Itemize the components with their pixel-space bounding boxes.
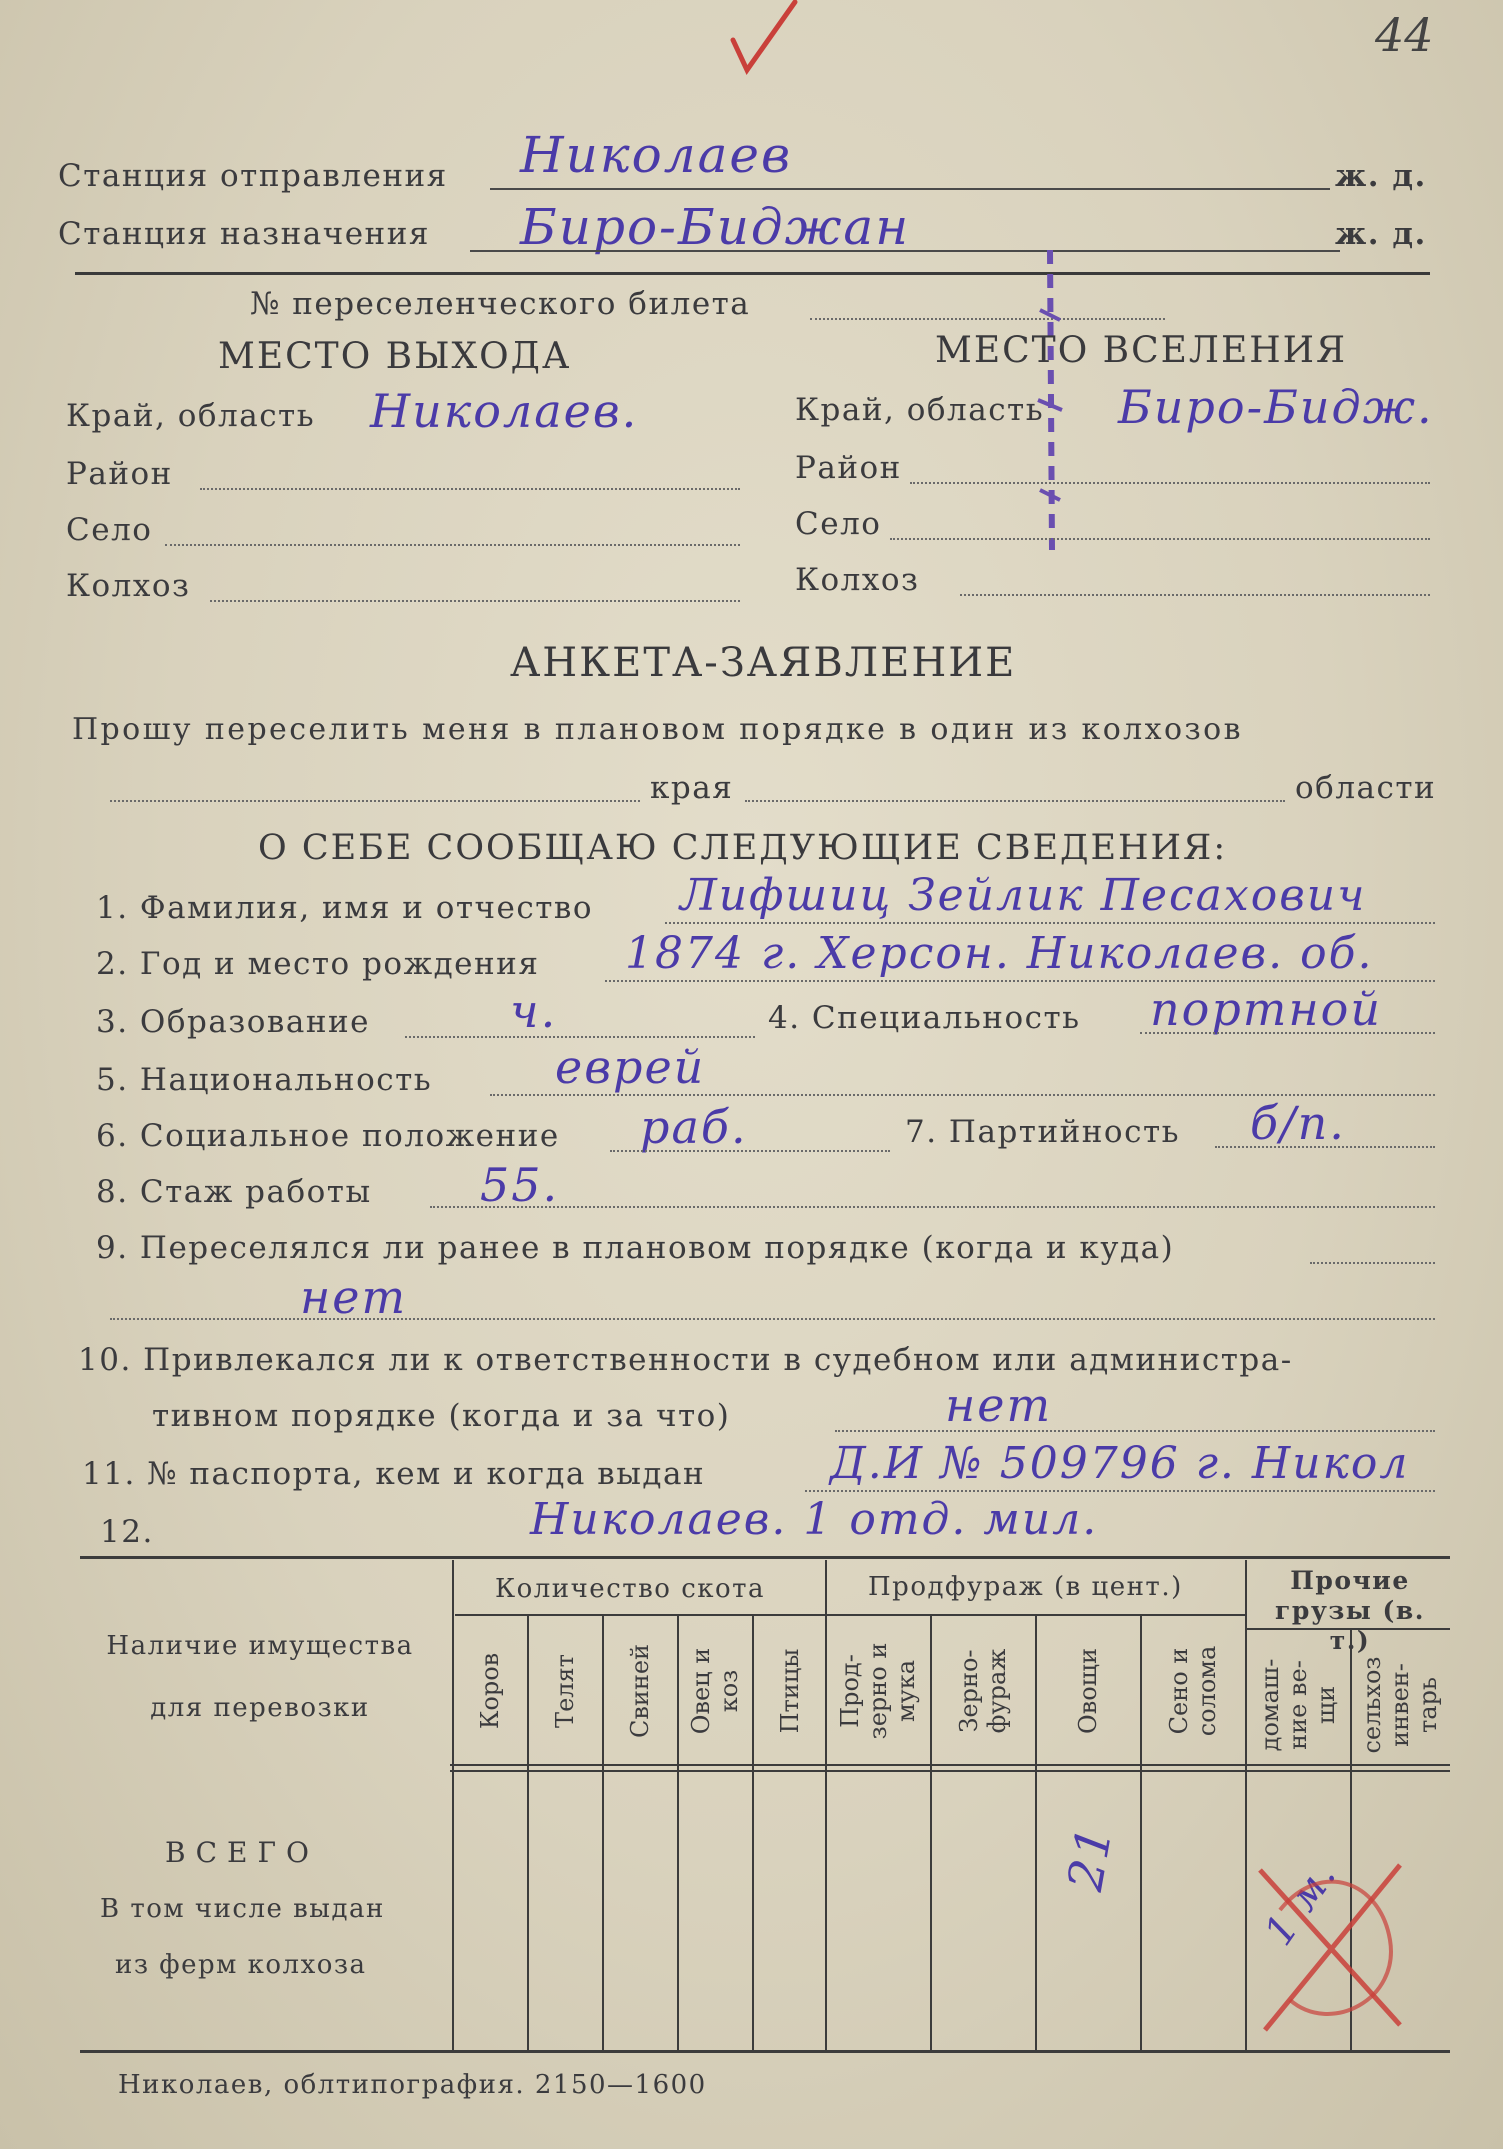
field-8-label: 8. Стаж работы xyxy=(96,1174,372,1210)
destination-rail-suffix: ж. д. xyxy=(1335,216,1427,252)
destination-kolkhoz-label: Колхоз xyxy=(795,562,920,598)
page-number: 44 xyxy=(1375,8,1434,62)
field-6-line xyxy=(610,1150,890,1152)
request-krai: края xyxy=(650,770,734,806)
col-calves-text: Телят xyxy=(551,1654,579,1728)
origin-district-label: Район xyxy=(66,456,173,492)
col-farm xyxy=(1358,1630,1442,1780)
col-pigs-text: Свиней xyxy=(626,1643,654,1739)
form-title: АНКЕТА-ЗАЯВЛЕНИЕ xyxy=(510,640,1017,686)
veg-handwritten-mark: 21 xyxy=(1057,1821,1124,1895)
col-birds xyxy=(755,1616,825,1766)
departure-rail-suffix: ж. д. xyxy=(1335,158,1427,194)
col-feed xyxy=(948,1616,1018,1766)
origin-village-label: Село xyxy=(66,512,153,548)
destination-line xyxy=(470,250,1340,252)
destination-kolkhoz-line xyxy=(960,594,1430,596)
col-rule xyxy=(752,1616,754,2050)
printer-footer: Николаев, облтипография. 2150—1600 xyxy=(118,2070,707,2100)
field-9-label: 9. Переселялся ли ранее в плановом порядке (когда и куда) xyxy=(96,1230,1175,1266)
field-4-line xyxy=(1140,1032,1435,1034)
col-rule xyxy=(1245,1560,1247,2050)
col-farm-text: сельхоз инвен- тарь xyxy=(1358,1656,1442,1754)
col-rule xyxy=(1035,1616,1037,2050)
col-rule xyxy=(930,1616,932,2050)
request-oblast-line xyxy=(745,800,1285,802)
origin-kolkhoz-label: Колхоз xyxy=(66,568,191,604)
field-6-value: раб. xyxy=(640,1100,748,1154)
departure-label: Станция отправления xyxy=(58,158,448,194)
field-9-line-b xyxy=(110,1318,1435,1320)
field-10-label-b: тивном порядке (когда и за что) xyxy=(152,1398,731,1434)
field-9-line-a xyxy=(1310,1262,1435,1264)
col-birds-text: Птицы xyxy=(776,1648,804,1734)
request-line: Прошу переселить меня в плановом порядке в один из колхозов xyxy=(72,712,1243,747)
destination-value: Биро-Биджан xyxy=(520,198,911,256)
destination-district-label: Район xyxy=(795,450,902,486)
section-title: О СЕБЕ СООБЩАЮ СЛЕДУЮЩИЕ СВЕДЕНИЯ: xyxy=(258,828,1228,868)
field-3-label: 3. Образование xyxy=(96,1004,371,1040)
destination-district-line xyxy=(910,482,1430,484)
table-top-rule xyxy=(80,1556,1450,1559)
col-calves xyxy=(530,1616,600,1766)
col-rule xyxy=(602,1616,604,2050)
other-handwritten-mark: 1 м. xyxy=(1255,1852,1347,1954)
col-pigs xyxy=(605,1616,675,1766)
origin-village-line xyxy=(165,544,740,546)
ticket-line xyxy=(810,318,1165,320)
incl-label-a: В том числе выдан xyxy=(100,1894,385,1924)
field-11-value: Д.И № 509796 г. Никол xyxy=(830,1438,1410,1489)
col-rule xyxy=(825,1560,827,2050)
origin-kolkhoz-line xyxy=(210,600,740,602)
group-livestock: Количество скота xyxy=(495,1574,766,1604)
field-10-value: нет xyxy=(945,1378,1053,1432)
field-4-label: 4. Специальность xyxy=(768,1000,1081,1036)
request-krai-line xyxy=(110,800,640,802)
field-1-label: 1. Фамилия, имя и отчество xyxy=(96,890,594,926)
field-10-line xyxy=(835,1430,1435,1432)
request-oblast: области xyxy=(1295,770,1437,806)
field-8-value: 55. xyxy=(480,1158,560,1212)
field-3-line xyxy=(405,1036,755,1038)
field-12-value: Николаев. 1 отд. мил. xyxy=(530,1494,1099,1545)
ticket-label: № переселенческого билета xyxy=(250,286,751,322)
field-2-value: 1874 г. Херсон. Николаев. об. xyxy=(625,928,1374,979)
field-7-label: 7. Партийность xyxy=(905,1114,1180,1150)
header-rule xyxy=(75,272,1430,275)
departure-value: Николаев xyxy=(520,126,793,184)
origin-region-label: Край, область xyxy=(66,398,316,434)
origin-title: МЕСТО ВЫХОДА xyxy=(218,336,572,377)
field-12-label: 12. xyxy=(100,1514,154,1550)
table-row-header-text: Наличие имущества для перевозки xyxy=(106,1631,414,1723)
table-row-header xyxy=(100,1615,420,1739)
field-1-value: Лифшиц Зейлик Песахович xyxy=(680,870,1367,921)
departure-line xyxy=(490,188,1330,190)
origin-district-line xyxy=(200,488,740,490)
field-11-label: 11. № паспорта, кем и когда выдан xyxy=(82,1456,706,1492)
col-hay xyxy=(1158,1616,1228,1766)
col-sheep xyxy=(680,1616,750,1766)
field-5-value: еврей xyxy=(555,1040,706,1094)
destination-region-value: Биро-Бидж. xyxy=(1118,380,1434,434)
incl-label-b: из ферм колхоза xyxy=(115,1950,367,1980)
field-11-line xyxy=(805,1490,1435,1492)
col-rule xyxy=(452,1560,454,2050)
field-7-line xyxy=(1215,1146,1435,1148)
destination-title: МЕСТО ВСЕЛЕНИЯ xyxy=(935,330,1348,371)
col-hay-text: Сено и солома xyxy=(1165,1645,1221,1737)
col-household xyxy=(1256,1630,1340,1780)
field-7-value: б/п. xyxy=(1250,1096,1346,1150)
field-1-line xyxy=(665,922,1435,924)
field-8-line xyxy=(430,1206,1435,1208)
destination-village-label: Село xyxy=(795,506,882,542)
field-5-label: 5. Национальность xyxy=(96,1062,433,1098)
group-fodder: Продфураж (в цент.) xyxy=(868,1572,1183,1602)
field-10-label-a: 10. Привлекался ли к ответственности в судебном или администра- xyxy=(78,1342,1293,1378)
col-sheep-text: Овец и коз xyxy=(687,1647,743,1735)
col-cows-text: Коров xyxy=(476,1652,504,1730)
group-other-text: Прочие грузы (в. т.) xyxy=(1275,1566,1425,1655)
col-grain xyxy=(836,1616,920,1766)
destination-village-line xyxy=(890,538,1430,540)
col-veg xyxy=(1053,1616,1123,1766)
field-2-label: 2. Год и место рождения xyxy=(96,946,540,982)
field-6-label: 6. Социальное положение xyxy=(96,1118,560,1154)
col-rule xyxy=(527,1616,529,2050)
table-bottom-rule xyxy=(80,2050,1450,2053)
col-veg-text: Овощи xyxy=(1074,1648,1102,1734)
col-rule xyxy=(677,1616,679,2050)
red-check-mark xyxy=(725,0,815,80)
destination-label: Станция назначения xyxy=(58,216,430,252)
col-household-text: домаш- ние ве- щи xyxy=(1256,1658,1340,1752)
total-label: ВСЕГО xyxy=(165,1836,319,1869)
col-feed-text: Зерно- фураж xyxy=(955,1648,1011,1734)
field-9-value: нет xyxy=(300,1270,408,1324)
origin-region-value: Николаев. xyxy=(370,384,639,438)
col-rule xyxy=(1140,1616,1142,2050)
red-cross-mark xyxy=(1250,1850,1420,2040)
field-4-value: портной xyxy=(1150,982,1383,1036)
col-cows xyxy=(455,1616,525,1766)
col-grain-text: Прод- зерно и мука xyxy=(836,1642,920,1740)
field-3-value: ч. xyxy=(510,984,558,1038)
destination-region-label: Край, область xyxy=(795,392,1045,428)
